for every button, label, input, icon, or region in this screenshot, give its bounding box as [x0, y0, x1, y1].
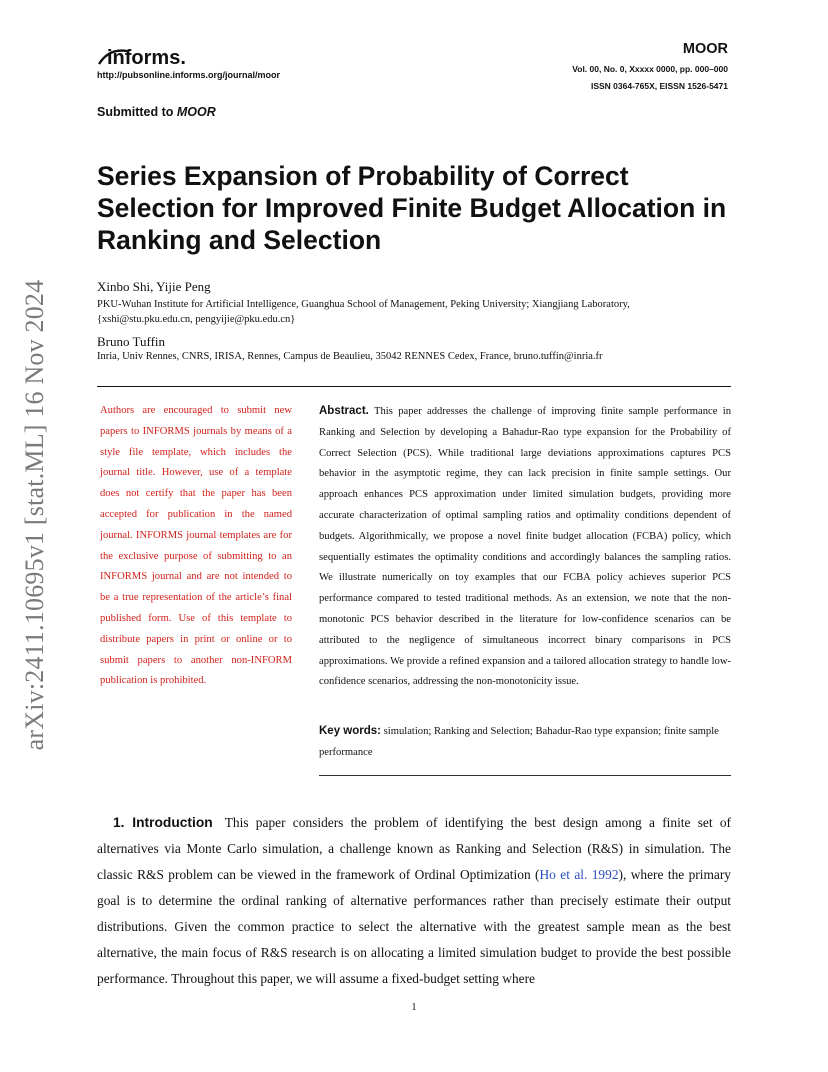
- affiliation-1-line-1: PKU-Wuhan Institute for Artificial Intelligence, Guanghua School of Management, Peking University; Xiangjiang Laboratory,: [97, 299, 630, 310]
- intro-text-2: ), where the primary goal is to determine the ordinal ranking of alternative performances rather than precisely estimate their output distributions. Given the common practice to select the alternative with the greatest sample mean as the best alternative, the main focus of R&S research is on allocating a limited simulation budget to provide the best possible performance. Throughout this paper, we will assume a fixed-budget setting where: [97, 867, 731, 986]
- paper-title: Series Expansion of Probability of Correct Selection for Improved Finite Budget Allocation in Ranking and Selection: [97, 161, 727, 255]
- informs-logo: [97, 42, 207, 72]
- introduction-heading: 1. Introduction: [113, 815, 213, 830]
- keywords-text: simulation; Ranking and Selection; Bahadur-Rao type expansion; finite sample performance: [319, 726, 719, 758]
- submitted-prefix: Submitted to: [97, 105, 177, 119]
- abstract-label: Abstract.: [319, 405, 369, 417]
- abstract: [319, 401, 731, 693]
- author-names-1: Xinbo Shi, Yijie Peng: [97, 279, 211, 294]
- volume-line: Vol. 00, No. 0, Xxxxx 0000, pp. 000–000: [572, 64, 728, 74]
- introduction-section: [97, 810, 731, 992]
- author-affiliation-2: Inria, Univ Rennes, CNRS, IRISA, Rennes, Campus de Beaulieu, 35042 RENNES Cedex, France, bruno.tuffin@inria.fr: [97, 351, 603, 362]
- template-notice: Authors are encouraged to submit new papers to INFORMS journals by means of a style file template, which includes the journal title. However, use of a template does not certify that the paper has been accepted for publication in the named journal. INFORMS journal templates are for the exclusive purpose of submitting to an INFORMS journal and are not intended to be a true representation of the article’s final published form. Use of this template to distribute papers in print or online or to submit papers to another non-INFORM publication is prohibited.: [100, 405, 292, 687]
- submitted-to: [97, 105, 216, 119]
- journal-abbrev: MOOR: [682, 41, 728, 57]
- submitted-journal: MOOR: [176, 105, 216, 119]
- affiliation-1-emails: {xshi@stu.pku.edu.cn, pengyijie@pku.edu.cn}: [97, 314, 296, 325]
- journal-url[interactable]: http://pubsonline.informs.org/journal/moor: [97, 70, 280, 80]
- citation-link[interactable]: Ho et al. 1992: [539, 867, 619, 882]
- keywords-label: Key words:: [319, 725, 381, 737]
- arxiv-side-stamp: arXiv:2411.10695v1 [stat.ML] 16 Nov 2024: [20, 279, 49, 751]
- issn-line: ISSN 0364-765X, EISSN 1526-5471: [590, 81, 728, 91]
- svg-text:informs.: informs.: [107, 47, 186, 69]
- intro-text-1: This paper considers the problem of identifying the best design among a finite set of alternatives via Monte Carlo simulation, a challenge known as Ranking and Selection (R&S) in simulation. The classic R&S problem can be viewed in the framework of Ordinal Optimization (: [97, 815, 732, 882]
- page-number: 1: [411, 1002, 417, 1013]
- header-rule: [97, 386, 731, 387]
- keywords: [319, 721, 731, 763]
- author-names-2: Bruno Tuffin: [97, 334, 166, 349]
- abstract-text: This paper addresses the challenge of improving finite sample performance in Ranking and Selection by developing a Bahadur-Rao type expansion for the Probability of Correct Selection (PCS). While traditional large deviations approximations captures PCS behavior in the asymptotic regime, they can lack precision in finite sample settings. Our approach enhances PCS approximation under limited simulation budgets, providing more accurate characterization of optimal sampling ratios and optimality conditions dependent of budgets. Algorithmically, we propose a novel finite budget allocation (FCBA) policy, which sequentially estimates the optimality conditions and accordingly balances the sampling ratios. We illustrate numerically on toy examples that our FCBA policy achieves superior PCS performance compared to tested traditional methods. As an extension, we note that the non-monotonic PCS behavior described in the literature for low-confidence scenarios can be attributed to the negligence of simultaneous incorrect binary comparisons in PCS approximations. We provide a refined expansion and a tailored allocation strategy to handle low-confidence scenarios, addressing the non-monotonicity issue.: [319, 406, 731, 688]
- author-affiliation-1: [97, 297, 747, 327]
- abstract-rule: [319, 775, 731, 776]
